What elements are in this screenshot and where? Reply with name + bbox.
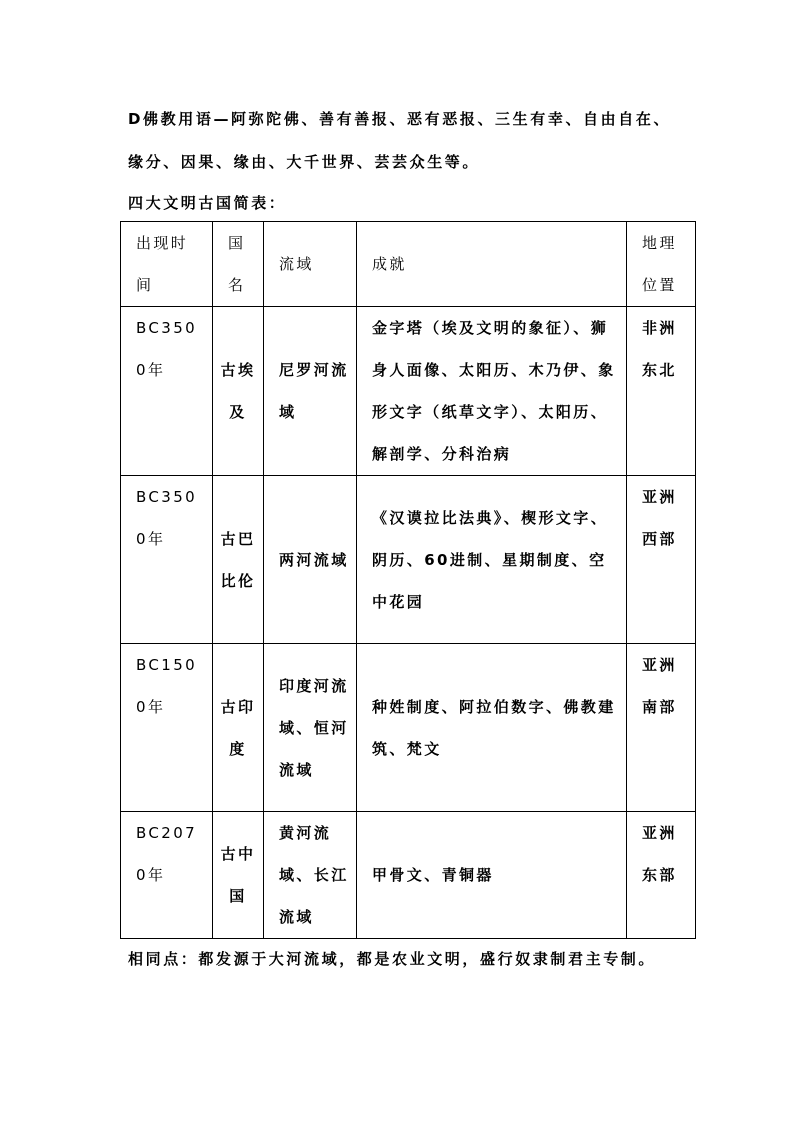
table-title: 四大文明古国简表： [128,194,287,212]
cell-achievement: 种姓制度、阿拉伯数字、佛教建筑、梵文 [357,644,627,812]
table-header-row [121,222,696,307]
intro-line-2: 缘分、因果、缘由、大千世界、芸芸众生等。 [128,153,481,171]
cell-river: 印度河流域、恒河流域 [264,644,357,812]
header-name: 国名 [213,222,264,307]
summary-line: 相同点：都发源于大河流域，都是农业文明，盛行奴隶制君主专制。 [128,950,657,968]
cell-achievement: 甲骨文、青铜器 [357,812,627,939]
header-achievement: 成就 [357,222,627,307]
table-row [121,644,696,812]
cell-name: 古印度 [213,644,264,812]
cell-river: 黄河流域、长江流域 [264,812,357,939]
cell-time: BC1500年 [121,644,213,812]
cell-location: 亚洲南部 [627,644,696,812]
header-location: 地理位置 [627,222,696,307]
cell-achievement: 金字塔（埃及文明的象征）、狮身人面像、太阳历、木乃伊、象形文字（纸草文字）、太阳历、解剖学、分科治病 [357,307,627,476]
cell-river: 尼罗河流域 [264,307,357,476]
table-row [121,476,696,644]
cell-time: BC2070年 [121,812,213,939]
cell-river: 两河流域 [264,476,357,644]
header-river: 流域 [264,222,357,307]
intro-line-1: D佛教用语—阿弥陀佛、善有善报、恶有恶报、三生有幸、自由自在、 [128,110,672,128]
table-row [121,307,696,476]
cell-name: 古巴比伦 [213,476,264,644]
cell-name: 古埃及 [213,307,264,476]
cell-achievement: 《汉谟拉比法典》、楔形文字、阴历、60进制、星期制度、空中花园 [357,476,627,644]
cell-location: 亚洲东部 [627,812,696,939]
header-time: 出现时间 [121,222,213,307]
cell-location: 非洲东北 [627,307,696,476]
cell-name: 古中国 [213,812,264,939]
cell-time: BC3500年 [121,307,213,476]
cell-time: BC3500年 [121,476,213,644]
cell-location: 亚洲西部 [627,476,696,644]
civilizations-table [120,221,696,939]
table-row [121,812,696,939]
